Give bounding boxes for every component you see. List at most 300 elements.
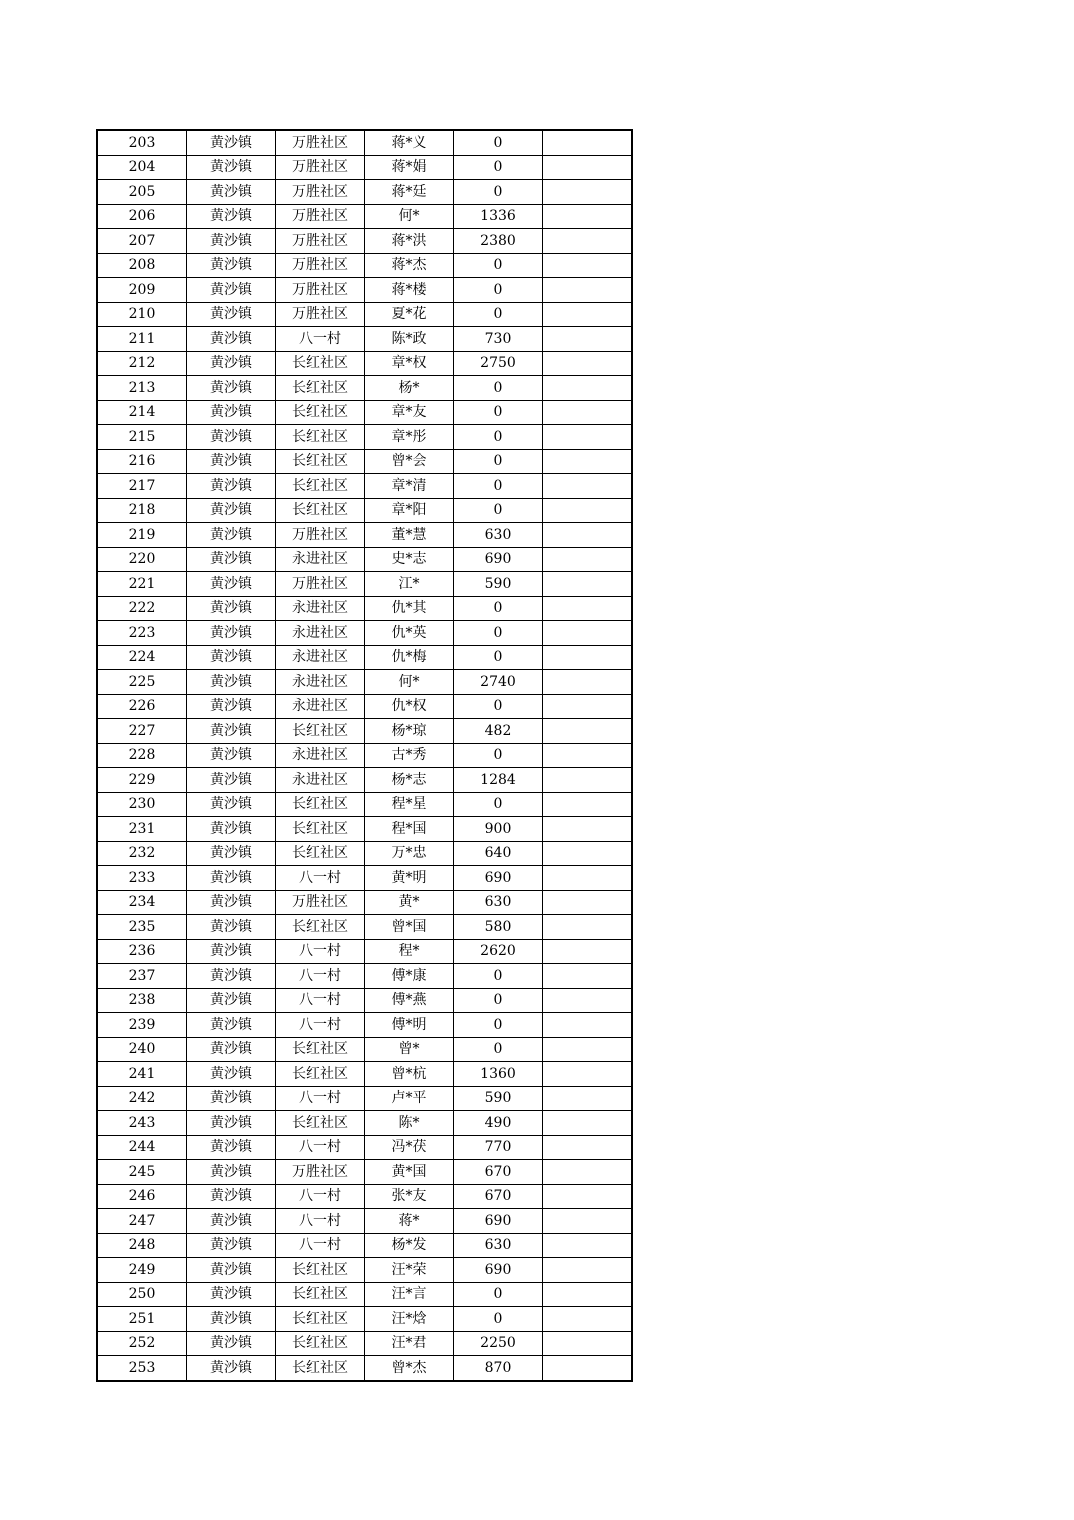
cell-index: 237	[97, 964, 187, 989]
cell-town: 黄沙镇	[187, 1160, 276, 1185]
cell-remark	[543, 425, 633, 450]
cell-remark	[543, 768, 633, 793]
cell-index: 211	[97, 327, 187, 352]
cell-amount: 0	[454, 180, 543, 205]
table-row	[97, 155, 632, 180]
cell-amount: 690	[454, 547, 543, 572]
cell-amount: 2250	[454, 1331, 543, 1356]
cell-index: 247	[97, 1209, 187, 1234]
cell-remark	[543, 1160, 633, 1185]
cell-town: 黄沙镇	[187, 278, 276, 303]
table-row	[97, 1184, 632, 1209]
cell-index: 216	[97, 449, 187, 474]
cell-amount: 0	[454, 1282, 543, 1307]
cell-name: 仇*权	[365, 694, 454, 719]
cell-name: 黄*	[365, 890, 454, 915]
table-row	[97, 694, 632, 719]
cell-remark	[543, 841, 633, 866]
cell-amount: 0	[454, 792, 543, 817]
cell-town: 黄沙镇	[187, 449, 276, 474]
table-row	[97, 817, 632, 842]
table-row	[97, 1037, 632, 1062]
cell-name: 汪*君	[365, 1331, 454, 1356]
cell-community: 万胜社区	[276, 278, 365, 303]
table-row	[97, 474, 632, 499]
cell-community: 八一村	[276, 1013, 365, 1038]
cell-community: 永进社区	[276, 645, 365, 670]
table-row	[97, 792, 632, 817]
table-row	[97, 1135, 632, 1160]
cell-index: 252	[97, 1331, 187, 1356]
cell-town: 黄沙镇	[187, 351, 276, 376]
cell-town: 黄沙镇	[187, 155, 276, 180]
cell-community: 长红社区	[276, 915, 365, 940]
table-row	[97, 351, 632, 376]
cell-name: 杨*志	[365, 768, 454, 793]
table-row	[97, 204, 632, 229]
cell-index: 236	[97, 939, 187, 964]
cell-name: 仇*梅	[365, 645, 454, 670]
cell-community: 长红社区	[276, 1307, 365, 1332]
cell-remark	[543, 1062, 633, 1087]
cell-community: 永进社区	[276, 621, 365, 646]
cell-remark	[543, 1184, 633, 1209]
table-row	[97, 1086, 632, 1111]
cell-amount: 1336	[454, 204, 543, 229]
cell-community: 长红社区	[276, 351, 365, 376]
cell-remark	[543, 155, 633, 180]
cell-town: 黄沙镇	[187, 180, 276, 205]
cell-amount: 590	[454, 572, 543, 597]
cell-index: 215	[97, 425, 187, 450]
cell-name: 蒋*洪	[365, 229, 454, 254]
cell-name: 傅*明	[365, 1013, 454, 1038]
cell-town: 黄沙镇	[187, 1111, 276, 1136]
cell-town: 黄沙镇	[187, 400, 276, 425]
cell-community: 八一村	[276, 1184, 365, 1209]
cell-index: 229	[97, 768, 187, 793]
cell-community: 万胜社区	[276, 229, 365, 254]
cell-index: 225	[97, 670, 187, 695]
cell-community: 万胜社区	[276, 1160, 365, 1185]
cell-remark	[543, 1135, 633, 1160]
cell-amount: 670	[454, 1160, 543, 1185]
cell-index: 203	[97, 130, 187, 155]
cell-amount: 0	[454, 155, 543, 180]
cell-amount: 630	[454, 1233, 543, 1258]
cell-name: 仇*英	[365, 621, 454, 646]
cell-name: 章*彤	[365, 425, 454, 450]
cell-amount: 2750	[454, 351, 543, 376]
cell-amount: 690	[454, 1258, 543, 1283]
cell-remark	[543, 400, 633, 425]
cell-name: 古*秀	[365, 743, 454, 768]
cell-remark	[543, 1037, 633, 1062]
cell-community: 长红社区	[276, 719, 365, 744]
cell-index: 235	[97, 915, 187, 940]
cell-amount: 630	[454, 523, 543, 548]
table-row	[97, 866, 632, 891]
table-row	[97, 890, 632, 915]
cell-name: 万*忠	[365, 841, 454, 866]
cell-community: 八一村	[276, 327, 365, 352]
cell-community: 万胜社区	[276, 253, 365, 278]
cell-community: 永进社区	[276, 694, 365, 719]
cell-index: 217	[97, 474, 187, 499]
table-row	[97, 523, 632, 548]
table-row	[97, 376, 632, 401]
cell-town: 黄沙镇	[187, 1209, 276, 1234]
cell-town: 黄沙镇	[187, 1037, 276, 1062]
table-row	[97, 572, 632, 597]
cell-community: 万胜社区	[276, 572, 365, 597]
cell-amount: 2620	[454, 939, 543, 964]
cell-name: 曾*国	[365, 915, 454, 940]
cell-remark	[543, 694, 633, 719]
cell-community: 八一村	[276, 866, 365, 891]
cell-amount: 0	[454, 743, 543, 768]
cell-town: 黄沙镇	[187, 327, 276, 352]
cell-name: 黄*国	[365, 1160, 454, 1185]
cell-index: 228	[97, 743, 187, 768]
cell-index: 250	[97, 1282, 187, 1307]
cell-amount: 0	[454, 621, 543, 646]
cell-remark	[543, 817, 633, 842]
cell-amount: 0	[454, 474, 543, 499]
cell-community: 永进社区	[276, 547, 365, 572]
cell-name: 曾*	[365, 1037, 454, 1062]
cell-remark	[543, 1233, 633, 1258]
cell-remark	[543, 1086, 633, 1111]
cell-name: 程*	[365, 939, 454, 964]
cell-community: 长红社区	[276, 474, 365, 499]
cell-index: 242	[97, 1086, 187, 1111]
cell-index: 238	[97, 988, 187, 1013]
cell-amount: 770	[454, 1135, 543, 1160]
cell-town: 黄沙镇	[187, 939, 276, 964]
table-row	[97, 743, 632, 768]
cell-town: 黄沙镇	[187, 1135, 276, 1160]
cell-community: 长红社区	[276, 1111, 365, 1136]
cell-name: 董*慧	[365, 523, 454, 548]
cell-remark	[543, 180, 633, 205]
cell-remark	[543, 866, 633, 891]
cell-town: 黄沙镇	[187, 841, 276, 866]
table-row	[97, 302, 632, 327]
cell-town: 黄沙镇	[187, 572, 276, 597]
cell-remark	[543, 596, 633, 621]
cell-index: 220	[97, 547, 187, 572]
table-row	[97, 1331, 632, 1356]
cell-remark	[543, 792, 633, 817]
cell-amount: 0	[454, 645, 543, 670]
cell-community: 长红社区	[276, 1282, 365, 1307]
cell-town: 黄沙镇	[187, 474, 276, 499]
cell-remark	[543, 449, 633, 474]
cell-community: 八一村	[276, 939, 365, 964]
cell-town: 黄沙镇	[187, 866, 276, 891]
cell-remark	[543, 474, 633, 499]
cell-town: 黄沙镇	[187, 547, 276, 572]
table-row	[97, 1209, 632, 1234]
cell-community: 长红社区	[276, 841, 365, 866]
cell-town: 黄沙镇	[187, 1331, 276, 1356]
table-row	[97, 400, 632, 425]
cell-community: 万胜社区	[276, 890, 365, 915]
cell-remark	[543, 376, 633, 401]
cell-index: 227	[97, 719, 187, 744]
cell-remark	[543, 645, 633, 670]
cell-name: 汪*焓	[365, 1307, 454, 1332]
cell-index: 208	[97, 253, 187, 278]
cell-index: 232	[97, 841, 187, 866]
table-row	[97, 130, 632, 155]
cell-index: 230	[97, 792, 187, 817]
cell-index: 246	[97, 1184, 187, 1209]
cell-index: 222	[97, 596, 187, 621]
cell-community: 长红社区	[276, 1037, 365, 1062]
table-row	[97, 498, 632, 523]
table-row	[97, 1062, 632, 1087]
cell-town: 黄沙镇	[187, 1086, 276, 1111]
cell-town: 黄沙镇	[187, 645, 276, 670]
cell-name: 章*清	[365, 474, 454, 499]
cell-town: 黄沙镇	[187, 204, 276, 229]
cell-remark	[543, 253, 633, 278]
cell-name: 陈*	[365, 1111, 454, 1136]
cell-index: 234	[97, 890, 187, 915]
cell-town: 黄沙镇	[187, 1062, 276, 1087]
cell-amount: 690	[454, 1209, 543, 1234]
cell-community: 长红社区	[276, 449, 365, 474]
cell-index: 249	[97, 1258, 187, 1283]
cell-amount: 580	[454, 915, 543, 940]
table-row	[97, 547, 632, 572]
cell-town: 黄沙镇	[187, 1233, 276, 1258]
cell-amount: 0	[454, 964, 543, 989]
cell-community: 万胜社区	[276, 204, 365, 229]
cell-index: 205	[97, 180, 187, 205]
table-row	[97, 915, 632, 940]
cell-community: 长红社区	[276, 792, 365, 817]
cell-remark	[543, 915, 633, 940]
cell-index: 251	[97, 1307, 187, 1332]
cell-remark	[543, 1111, 633, 1136]
cell-index: 243	[97, 1111, 187, 1136]
cell-index: 231	[97, 817, 187, 842]
cell-remark	[543, 351, 633, 376]
table-row	[97, 1013, 632, 1038]
cell-index: 209	[97, 278, 187, 303]
cell-name: 蒋*义	[365, 130, 454, 155]
cell-community: 八一村	[276, 964, 365, 989]
table-row	[97, 1160, 632, 1185]
cell-town: 黄沙镇	[187, 1307, 276, 1332]
cell-community: 长红社区	[276, 498, 365, 523]
cell-community: 长红社区	[276, 1258, 365, 1283]
table-row	[97, 425, 632, 450]
cell-index: 212	[97, 351, 187, 376]
cell-index: 226	[97, 694, 187, 719]
cell-amount: 2380	[454, 229, 543, 254]
cell-index: 223	[97, 621, 187, 646]
cell-index: 245	[97, 1160, 187, 1185]
cell-remark	[543, 988, 633, 1013]
cell-town: 黄沙镇	[187, 253, 276, 278]
cell-town: 黄沙镇	[187, 1184, 276, 1209]
cell-name: 蒋*	[365, 1209, 454, 1234]
table-row	[97, 229, 632, 254]
cell-name: 江*	[365, 572, 454, 597]
cell-remark	[543, 130, 633, 155]
table-row	[97, 1356, 632, 1381]
table-row	[97, 1111, 632, 1136]
cell-amount: 0	[454, 400, 543, 425]
cell-remark	[543, 1013, 633, 1038]
cell-amount: 640	[454, 841, 543, 866]
cell-town: 黄沙镇	[187, 719, 276, 744]
cell-community: 万胜社区	[276, 302, 365, 327]
cell-town: 黄沙镇	[187, 1013, 276, 1038]
cell-name: 陈*政	[365, 327, 454, 352]
cell-community: 万胜社区	[276, 155, 365, 180]
table-row	[97, 670, 632, 695]
cell-name: 何*	[365, 204, 454, 229]
cell-community: 永进社区	[276, 768, 365, 793]
table-body	[97, 130, 632, 1381]
cell-remark	[543, 890, 633, 915]
cell-town: 黄沙镇	[187, 890, 276, 915]
cell-town: 黄沙镇	[187, 743, 276, 768]
cell-name: 黄*明	[365, 866, 454, 891]
cell-town: 黄沙镇	[187, 988, 276, 1013]
cell-town: 黄沙镇	[187, 1258, 276, 1283]
cell-amount: 0	[454, 1037, 543, 1062]
cell-amount: 0	[454, 1013, 543, 1038]
table-row	[97, 768, 632, 793]
cell-name: 蒋*楼	[365, 278, 454, 303]
cell-amount: 0	[454, 498, 543, 523]
cell-index: 218	[97, 498, 187, 523]
cell-remark	[543, 204, 633, 229]
cell-community: 八一村	[276, 1135, 365, 1160]
cell-name: 史*志	[365, 547, 454, 572]
cell-remark	[543, 964, 633, 989]
cell-name: 章*友	[365, 400, 454, 425]
cell-remark	[543, 572, 633, 597]
cell-amount: 0	[454, 253, 543, 278]
cell-name: 曾*会	[365, 449, 454, 474]
cell-remark	[543, 547, 633, 572]
table-row	[97, 964, 632, 989]
cell-amount: 0	[454, 425, 543, 450]
cell-community: 永进社区	[276, 743, 365, 768]
table-row	[97, 1258, 632, 1283]
cell-name: 仇*其	[365, 596, 454, 621]
cell-community: 永进社区	[276, 670, 365, 695]
table-row	[97, 645, 632, 670]
cell-community: 万胜社区	[276, 130, 365, 155]
cell-amount: 670	[454, 1184, 543, 1209]
cell-community: 万胜社区	[276, 523, 365, 548]
cell-index: 219	[97, 523, 187, 548]
cell-name: 张*友	[365, 1184, 454, 1209]
cell-name: 程*星	[365, 792, 454, 817]
table-row	[97, 841, 632, 866]
cell-index: 204	[97, 155, 187, 180]
cell-name: 傅*燕	[365, 988, 454, 1013]
table-row	[97, 1307, 632, 1332]
table-row	[97, 988, 632, 1013]
cell-community: 永进社区	[276, 596, 365, 621]
cell-town: 黄沙镇	[187, 498, 276, 523]
cell-name: 蒋*杰	[365, 253, 454, 278]
cell-name: 蒋*廷	[365, 180, 454, 205]
cell-town: 黄沙镇	[187, 523, 276, 548]
cell-community: 长红社区	[276, 425, 365, 450]
cell-town: 黄沙镇	[187, 130, 276, 155]
cell-town: 黄沙镇	[187, 376, 276, 401]
cell-town: 黄沙镇	[187, 302, 276, 327]
cell-town: 黄沙镇	[187, 817, 276, 842]
cell-index: 221	[97, 572, 187, 597]
cell-remark	[543, 939, 633, 964]
data-table	[96, 129, 633, 1382]
cell-amount: 0	[454, 694, 543, 719]
cell-town: 黄沙镇	[187, 425, 276, 450]
cell-town: 黄沙镇	[187, 964, 276, 989]
cell-remark	[543, 278, 633, 303]
cell-remark	[543, 1282, 633, 1307]
cell-index: 224	[97, 645, 187, 670]
cell-community: 八一村	[276, 988, 365, 1013]
cell-remark	[543, 1307, 633, 1332]
cell-community: 长红社区	[276, 400, 365, 425]
cell-name: 蒋*娟	[365, 155, 454, 180]
cell-name: 杨*琼	[365, 719, 454, 744]
cell-index: 248	[97, 1233, 187, 1258]
cell-remark	[543, 229, 633, 254]
cell-name: 杨*发	[365, 1233, 454, 1258]
cell-remark	[543, 523, 633, 548]
cell-name: 卢*平	[365, 1086, 454, 1111]
table-row	[97, 278, 632, 303]
cell-town: 黄沙镇	[187, 1356, 276, 1381]
cell-amount: 482	[454, 719, 543, 744]
table-row	[97, 327, 632, 352]
cell-town: 黄沙镇	[187, 792, 276, 817]
cell-index: 213	[97, 376, 187, 401]
cell-amount: 730	[454, 327, 543, 352]
cell-name: 汪*荣	[365, 1258, 454, 1283]
cell-name: 曾*杭	[365, 1062, 454, 1087]
cell-amount: 0	[454, 376, 543, 401]
cell-town: 黄沙镇	[187, 915, 276, 940]
cell-index: 241	[97, 1062, 187, 1087]
cell-town: 黄沙镇	[187, 670, 276, 695]
cell-town: 黄沙镇	[187, 596, 276, 621]
cell-amount: 870	[454, 1356, 543, 1381]
cell-amount: 0	[454, 449, 543, 474]
cell-amount: 590	[454, 1086, 543, 1111]
cell-index: 240	[97, 1037, 187, 1062]
cell-index: 206	[97, 204, 187, 229]
cell-amount: 0	[454, 988, 543, 1013]
cell-amount: 900	[454, 817, 543, 842]
cell-name: 曾*杰	[365, 1356, 454, 1381]
cell-remark	[543, 1331, 633, 1356]
cell-community: 万胜社区	[276, 180, 365, 205]
